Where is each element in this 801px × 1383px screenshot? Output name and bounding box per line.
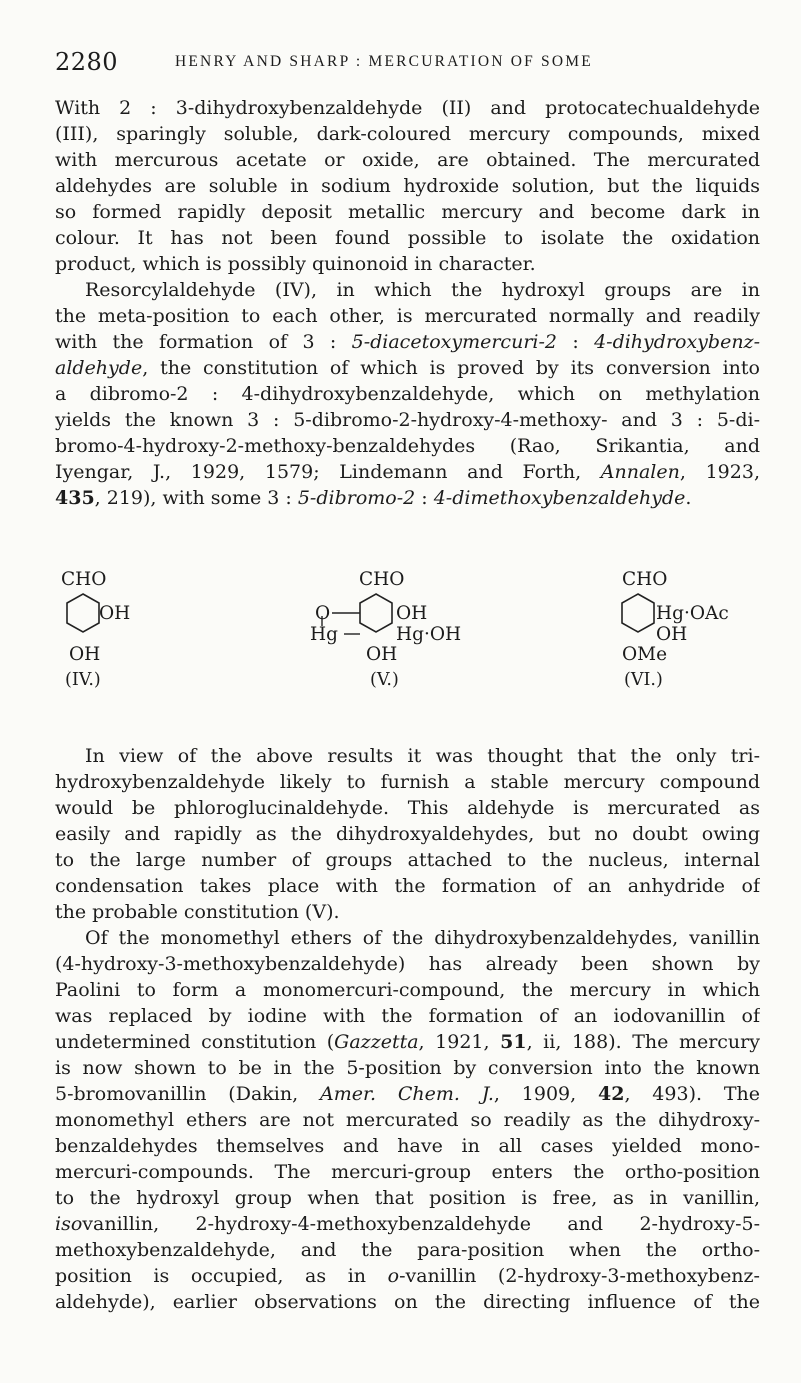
text-line: Of the monomethyl ethers of the dihydroxybenzaldehydes, vanillin	[85, 927, 760, 949]
text-line: mercuri-compounds. The mercuri-group enters the ortho-position	[55, 1161, 760, 1183]
text-line: With 2 : 3-dihydroxybenzaldehyde (II) and protocatechualdehyde	[55, 97, 760, 119]
structure-caption: (IV.)	[65, 670, 101, 690]
text-span: with the formation of 3 :	[55, 331, 352, 353]
substituent-label: Hg·OAc	[656, 603, 729, 624]
text-line	[55, 355, 760, 381]
text-line: to the large number of groups attached to the nucleus, internal	[55, 849, 760, 871]
text-line: hydroxybenzaldehyde likely to furnish a stable mercury compound	[55, 771, 760, 793]
paragraph-4	[55, 925, 760, 1315]
text-line: yields the known 3 : 5-dibromo-2-hydroxy-4-methoxy- and 3 : 5-di-	[55, 409, 760, 431]
text-line: aldehydes are soluble in sodium hydroxide solution, but the liquids	[55, 175, 760, 197]
text-line	[55, 459, 760, 485]
text-line: methoxybenzaldehyde, and the para-position when the ortho-	[55, 1239, 760, 1261]
structure-caption: (V.)	[370, 670, 399, 690]
substituent-label: Hg	[310, 624, 338, 645]
text-line: is now shown to be in the 5-position by conversion into the known	[55, 1057, 760, 1079]
text-line: so formed rapidly deposit metallic mercury and become dark in	[55, 201, 760, 223]
text-span: :	[556, 331, 595, 353]
substituent-label: Hg·OH	[396, 624, 462, 645]
paragraph-2	[55, 277, 760, 511]
text-line	[55, 1211, 760, 1237]
substituent-label: CHO	[359, 569, 405, 590]
structure-figures	[55, 570, 760, 730]
compound-name: 5-diacetoxymercuri-2	[351, 331, 557, 353]
journal-name: Amer. Chem. J.	[319, 1083, 494, 1105]
text-line: benzaldehydes themselves and have in all cases yielded mono-	[55, 1135, 760, 1157]
text-line: (4-hydroxy-3-methoxybenzaldehyde) has already been shown by	[55, 953, 760, 975]
substituent-label: OH	[656, 624, 688, 645]
paragraph-3	[55, 743, 760, 925]
text-line: Resorcylaldehyde (IV), in which the hydroxyl groups are in	[85, 279, 760, 301]
volume-number: 435	[55, 487, 95, 509]
journal-name: Annalen	[600, 461, 680, 483]
text-line	[55, 485, 760, 511]
text-line: In view of the above results it was thought that the only tri-	[85, 745, 760, 767]
text-line: Paolini to form a monomercuri-compound, the mercury in which	[55, 979, 760, 1001]
text-line: was replaced by iodine with the formation of an iodovanillin of	[55, 1005, 760, 1027]
text-span: , 219), with some 3 :	[94, 487, 298, 509]
volume-number: 42	[597, 1083, 625, 1105]
text-span: .	[685, 487, 692, 509]
text-span: , ii, 188). The mercury	[526, 1031, 760, 1053]
substituent-label: O	[315, 603, 331, 624]
structure-caption: (VI.)	[624, 670, 663, 690]
running-title: HENRY AND SHARP : MERCURATION OF SOME	[175, 53, 593, 70]
compound-name: 4-dihydroxybenz-	[594, 331, 760, 353]
text-line: product, which is possibly quinonoid in character.	[55, 253, 536, 275]
text-line: easily and rapidly as the dihydroxyaldehydes, but no doubt owing	[55, 823, 760, 845]
text-span: vanillin, 2-hydroxy-4-methoxybenzaldehyde and 2-hydroxy-5-	[82, 1213, 760, 1235]
text-line	[55, 1081, 760, 1107]
text-line: bromo-4-hydroxy-2-methoxy-benzaldehydes (Rao, Srikantia, and	[55, 435, 760, 457]
text-span: , 493). The	[624, 1083, 760, 1105]
text-line: with mercurous acetate or oxide, are obtained. The mercurated	[55, 149, 760, 171]
volume-number: 51	[500, 1031, 527, 1053]
substituent-label: OH	[69, 644, 101, 665]
text-line: aldehyde), earlier observations on the directing influence of the	[55, 1291, 760, 1313]
text-line: colour. It has not been found possible to isolate the oxidation	[55, 227, 760, 249]
text-span: 5-bromovanillin (Dakin,	[55, 1083, 320, 1105]
prefix-italic: iso	[55, 1213, 83, 1235]
text-line: monomethyl ethers are not mercurated so readily as the dihydroxy-	[55, 1109, 760, 1131]
text-span: position is occupied, as in	[55, 1265, 388, 1287]
substituent-label: OH	[99, 603, 131, 624]
substituent-label: OH	[366, 644, 398, 665]
journal-name: Gazzetta	[334, 1031, 419, 1053]
text-line: the probable constitution (V).	[55, 901, 340, 923]
text-span: undetermined constitution (	[55, 1031, 335, 1053]
compound-name: 5-dibromo-2	[297, 487, 416, 509]
text-span: -vanillin (2-hydroxy-3-methoxybenz-	[399, 1265, 760, 1287]
prefix-italic: o	[387, 1265, 400, 1287]
substituent-label: CHO	[61, 569, 107, 590]
text-line	[55, 329, 760, 355]
text-line	[55, 1263, 760, 1289]
compound-name: 4-dimethoxybenzaldehyde	[433, 487, 686, 509]
page-header	[55, 48, 760, 78]
text-line: a dibromo-2 : 4-dihydroxybenzaldehyde, which on methylation	[55, 383, 760, 405]
text-span: , the constitution of which is proved by its conversion into	[142, 357, 760, 379]
text-line: would be phloroglucinaldehyde. This aldehyde is mercurated as	[55, 797, 760, 819]
substituent-label: OH	[396, 603, 428, 624]
paragraph-1	[55, 95, 760, 277]
text-line: the meta-position to each other, is mercurated normally and readily	[55, 305, 760, 327]
substituent-label: OMe	[622, 644, 668, 665]
text-span: :	[415, 487, 434, 509]
compound-name: aldehyde	[55, 357, 143, 379]
text-line	[55, 1029, 760, 1055]
text-line: (III), sparingly soluble, dark-coloured mercury compounds, mixed	[55, 123, 760, 145]
substituent-label: CHO	[622, 569, 668, 590]
text-span: , 1923,	[679, 461, 760, 483]
text-span: , 1921,	[418, 1031, 501, 1053]
text-line: to the hydroxyl group when that position is free, as in vanillin,	[55, 1187, 760, 1209]
text-span: , 1909,	[493, 1083, 598, 1105]
text-span: Iyengar, J., 1929, 1579; Lindemann and Forth,	[55, 461, 601, 483]
text-line: condensation takes place with the formation of an anhydride of	[55, 875, 760, 897]
page-number: 2280	[55, 48, 119, 76]
